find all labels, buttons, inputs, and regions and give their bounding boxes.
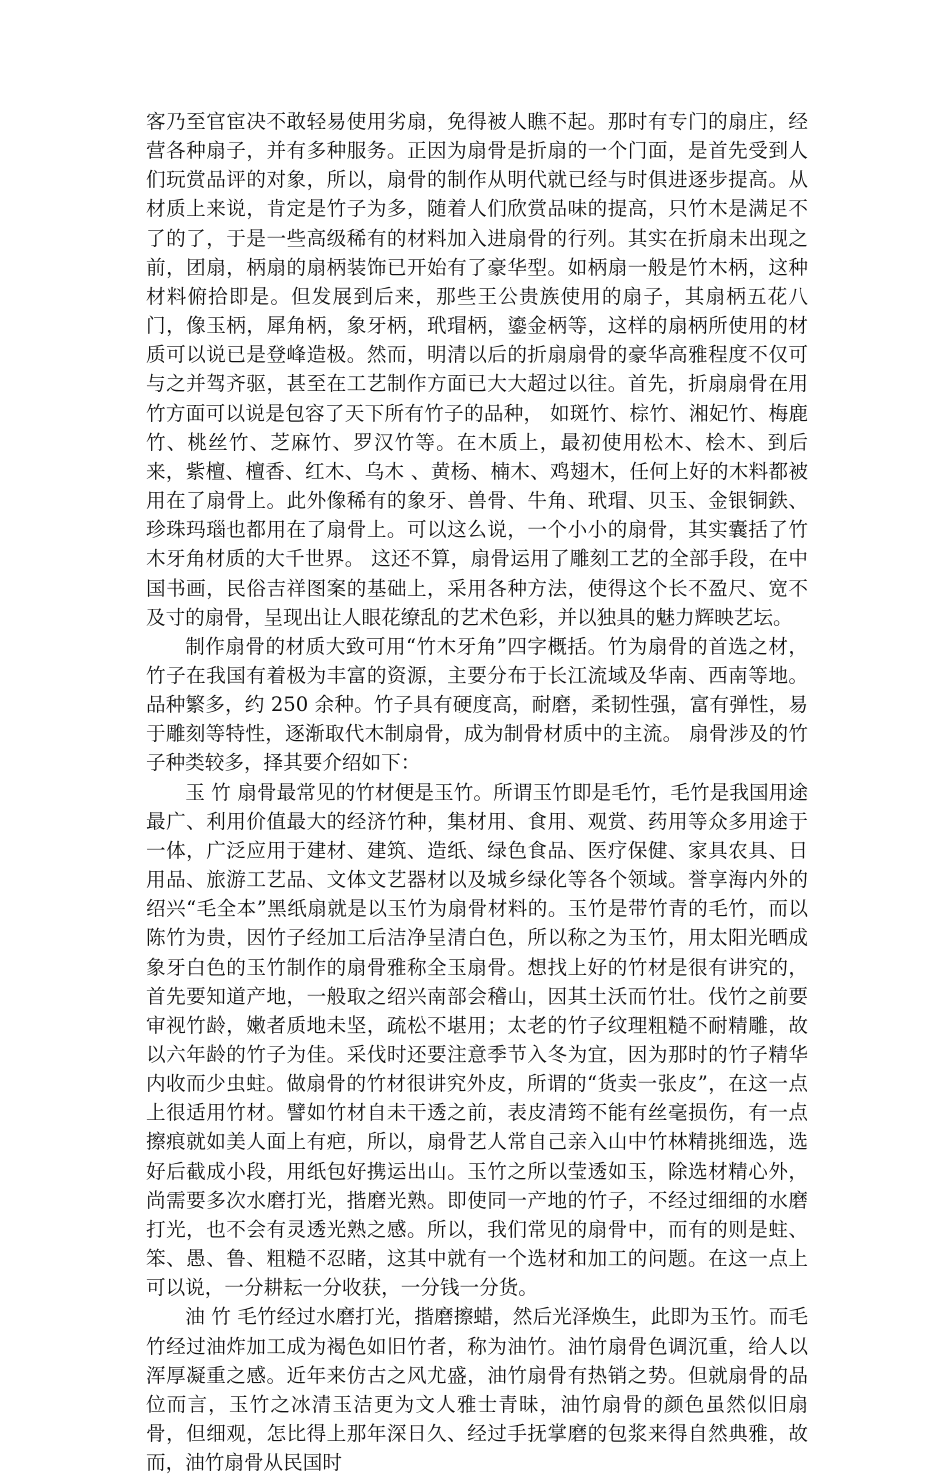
paragraph-fan-rib-materials: 制作扇骨的材质大致可用“竹木牙角”四字概括。竹为扇骨的首选之材，竹子在我国有着极为丰富的资源，主要分布于长江流域及华南、西南等地。品种繁多，约 250 余种。竹子具有硬度高，耐磨，柔韧性强，富有弹性，易于雕刻等特性，逐渐取代木制扇骨，成为制骨材质中的主流。 扇骨涉及的竹子种类较多，择其要介绍如下： xyxy=(146,634,808,775)
paragraph-jade-bamboo: 玉 竹 扇骨最常见的竹材便是玉竹。所谓玉竹即是毛竹，毛竹是我国用途最广、利用价值最大的经济竹种，集材用、食用、观赏、药用等众多用途于一体，广泛应用于建材、建筑、造纸、绿色食品、医疗保健、家具农具、日用品、旅游工艺品、文体文艺器材以及城乡绿化等各个领域。誉享海内外的绍兴“毛全本”黑纸扇就是以玉竹为扇骨材料的。玉竹是带竹青的毛竹，而以陈竹为贵，因竹子经加工后洁净呈清白色，所以称之为玉竹，用太阳光晒成象牙白色的玉竹制作的扇骨雅称全玉扇骨。想找上好的竹材是很有讲究的，首先要知道产地，一般取之绍兴南部会稽山，因其土沃而竹壮。伐竹之前要审视竹龄，嫩者质地未坚，疏松不堪用；太老的竹子纹理粗糙不耐精雕，故以六年龄的竹子为佳。采伐时还要注意季节入冬为宜，因为那时的竹子精华内收而少虫蛀。做扇骨的竹材很讲究外皮，所谓的“货卖一张皮”，在这一点上很适用竹材。譬如竹材自未干透之前，表皮清筠不能有丝毫损伤，有一点擦痕就如美人面上有疤，所以，扇骨艺人常自己亲入山中竹林精挑细选，选好后截成小段，用纸包好携运出山。玉竹之所以莹透如玉，除选材精心外，尚需要多次水磨打光，揩磨光熟。即使同一产地的竹子，不经过细细的水磨打光，也不会有灵透光熟之感。所以，我们常见的扇骨中，而有的则是蛀、笨、愚、鲁、粗糙不忍睹，这其中就有一个选材和加工的问题。在这一点上可以说，一分耕耘一分收获，一分钱一分货。 xyxy=(146,780,808,1300)
document-page xyxy=(146,107,808,1477)
paragraph-fan-rib-history: 客乃至官宦决不敢轻易使用劣扇，免得被人瞧不起。那时有专门的扇庄，经营各种扇子，并有多种服务。正因为扇骨是折扇的一个门面，是首先受到人们玩赏品评的对象，所以，扇骨的制作从明代就已经与时俱进逐步提高。从材质上来说，肯定是竹子为多，随着人们欣赏品味的提高，只竹木是满足不了的了，于是一些高级稀有的材料加入进扇骨的行列。其实在折扇未出现之前，团扇，柄扇的扇柄装饰已开始有了豪华型。如柄扇一般是竹木柄，这种材料俯拾即是。但发展到后来，那些王公贵族使用的扇子，其扇柄五花八门，像玉柄，犀角柄，象牙柄，玳瑁柄，鎏金柄等，这样的扇柄所使用的材质可以说已是登峰造极。然而，明清以后的折扇扇骨的豪华高雅程度不仅可与之并驾齐驱，甚至在工艺制作方面已大大超过以往。首先，折扇扇骨在用竹方面可以说是包容了天下所有竹子的品种， 如斑竹、棕竹、湘妃竹、梅鹿竹、桃丝竹、芝麻竹、罗汉竹等。在木质上，最初使用松木、桧木、到后来，紫檀、檀香、红木、乌木 、黄杨、楠木、鸡翅木，任何上好的木料都被用在了扇骨上。此外像稀有的象牙、兽骨、牛角、玳瑁、贝玉、金银铜鉄、珍珠玛瑙也都用在了扇骨上。可以这么说，一个小小的扇骨，其实囊括了竹木牙角材质的大千世界。 这还不算，扇骨运用了雕刻工艺的全部手段，在中国书画，民俗吉祥图案的基础上，采用各种方法，使得这个长不盈尺、宽不及寸的扇骨，呈现出让人眼花缭乱的艺术色彩，并以独具的魅力辉映艺坛。 xyxy=(146,110,808,629)
paragraph-oil-bamboo: 油 竹 毛竹经过水磨打光，揩磨擦蜡，然后光泽焕生，此即为玉竹。而毛竹经过油炸加工成为褐色如旧竹者，称为油竹。油竹扇骨色调沉重，给人以浑厚凝重之感。近年来仿古之风尤盛，油竹扇骨有热销之势。但就扇骨的品位而言，玉竹之冰清玉洁更为文人雅士青昧，油竹扇骨的颜色虽然似旧扇骨，但细观，怎比得上那年深日久、经过手抚掌磨的包浆来得自然典雅，故而，油竹扇骨从民国时 xyxy=(146,1305,808,1475)
